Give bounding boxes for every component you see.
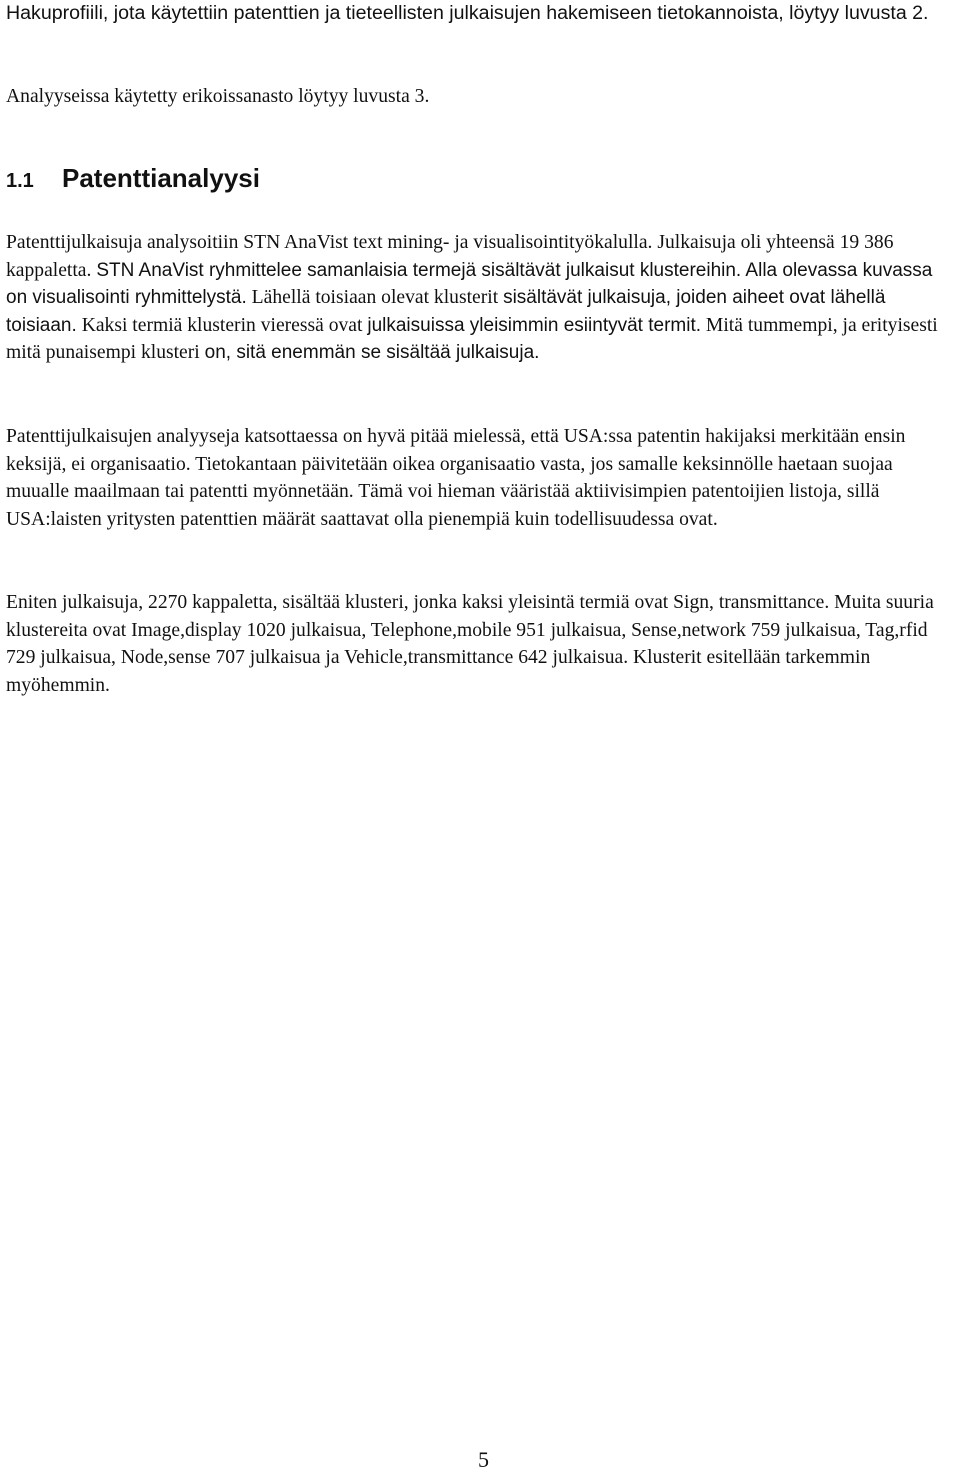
paragraph1-part3: Lähellä toisiaan olevat klusterit <box>251 287 499 308</box>
section-heading <box>6 160 260 199</box>
intro-line-2: Analyyseissa käytetty erikoissanasto löytyy luvusta 3. <box>6 86 430 107</box>
section-title: Patenttianalyysi <box>62 163 260 193</box>
paragraph1-part4: sisältävät julkaisuja, joiden aiheet ovat lähellä toisiaan. <box>6 287 886 336</box>
paragraph-usa-patents: Patenttijulkaisujen analyyseja katsottaessa on hyvä pitää mielessä, että USA:ssa patentin hakijaksi merkitään ensin keksijä, ei organisaatio. Tietokantaan päivitetään oikea organisaatio vasta, jos samalle keksinnölle haetaan suojaa muualle maailmaan tai patentti myönnetään. Tämä voi hieman vääristää aktiivisimpien patentoijien listoja, sillä USA:laisten yritysten patenttien määrät saattavat olla pienempiä kuin todellisuudessa ovat. <box>6 426 906 530</box>
paragraph1-part6: julkaisuissa yleisimmin esiintyvät termit. <box>367 314 702 336</box>
paragraph1-part7: Mitä tummempi, ja erityisesti mitä punaisempi klusteri <box>6 314 938 363</box>
paragraph1-part5: Kaksi termiä klusterin vieressä ovat <box>81 314 363 336</box>
intro-line-1: Hakuprofiili, jota käytettiin patenttien ja tieteellisten julkaisujen hakemiseen tietokannoista, löytyy luvusta 2. <box>6 2 929 24</box>
paragraph1-part1: Patenttijulkaisuja analysoitiin STN AnaVist text mining- ja visualisointityökalulla. Julkaisuja oli yhteensä 19 386 kappaletta. <box>6 232 894 281</box>
paragraph-largest-clusters: Eniten julkaisuja, 2270 kappaletta, sisältää klusteri, jonka kaksi yleisintä termiä ovat Sign, transmittance. Muita suuria klustereita ovat Image,display 1020 julkaisua, Telephone,mobile 951 julkaisua, Sense,network 759 julkaisua, Tag,rfid 729 julkaisua, Node,sense 707 julkaisua ja Vehicle,transmittance 642 julkaisua. Klusterit esitellään tarkemmin myöhemmin. <box>6 592 934 696</box>
paragraph1-part2: STN AnaVist ryhmittelee samanlaisia termejä sisältävät julkaisut klustereihin. Alla olevassa kuvassa on visualisointi ryhmittelystä. <box>6 259 933 308</box>
paragraph1-part8: on, sitä enemmän se sisältää julkaisuja. <box>204 342 540 363</box>
paragraph-stn-anavist <box>6 229 956 367</box>
section-number: 1.1 <box>6 170 34 192</box>
page-number: 5 <box>478 1447 489 1472</box>
